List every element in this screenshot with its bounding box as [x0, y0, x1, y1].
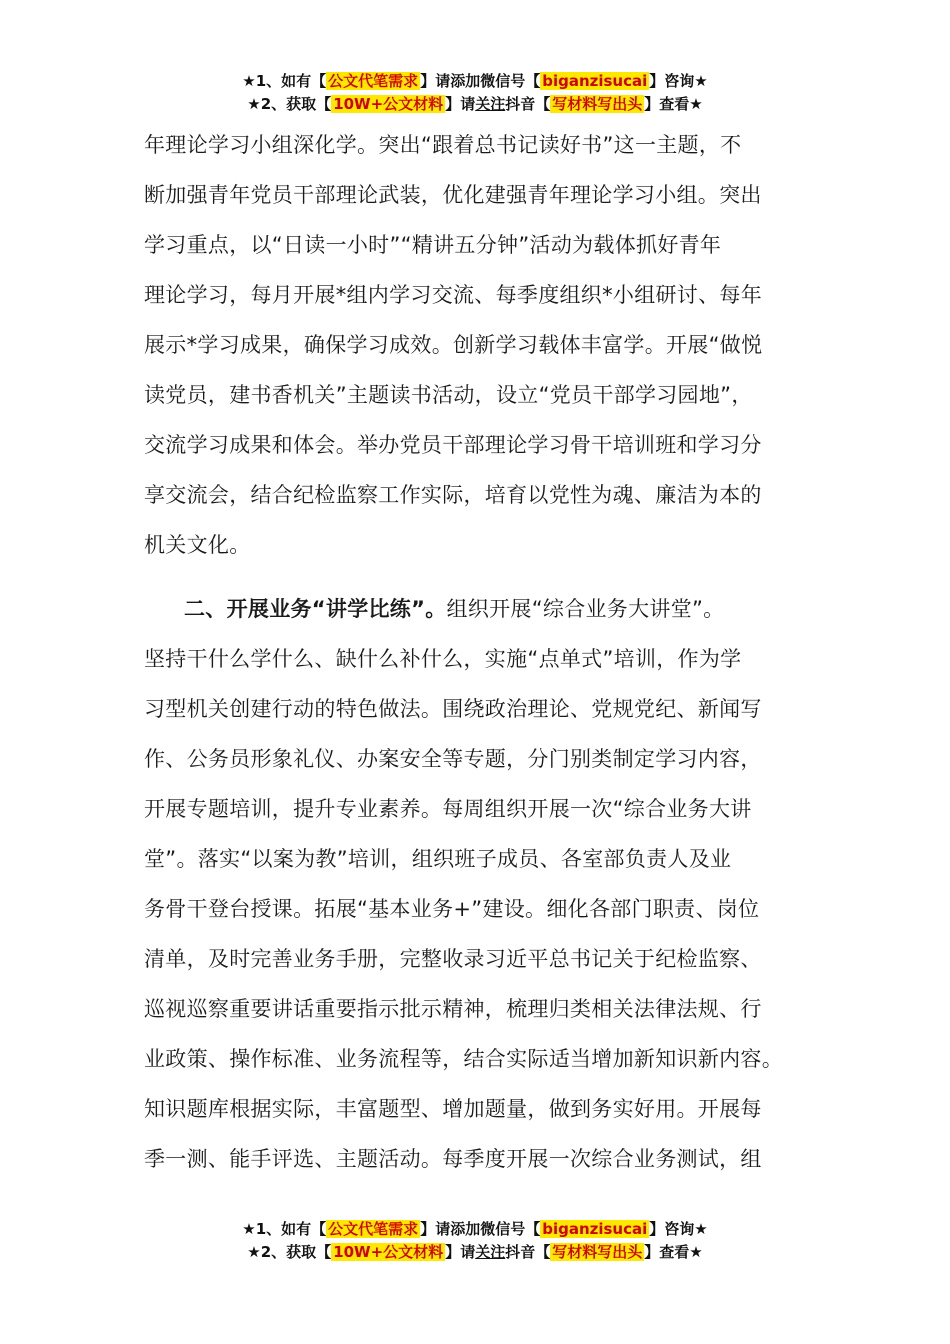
text-line: 季一测、能手评选、主题活动。每季度开展一次综合业务测试，组 [144, 1147, 762, 1171]
footer-line-1 [0, 1218, 950, 1241]
text-segment: 组织开展“综合业务大讲堂”。 [446, 597, 725, 621]
highlight-service: 公文代笔需求 [328, 72, 419, 90]
douyin-account: 写材料写出头 [552, 1243, 643, 1261]
header-line-1 [0, 70, 950, 93]
text-line: 业政策、操作标准、业务流程等，结合实际适当增加新知识新内容。 [144, 1047, 783, 1071]
banner-text: 】请添加微信号【 [420, 1220, 541, 1238]
document-body [144, 120, 834, 1184]
banner-text: 】请添加微信号【 [420, 72, 541, 90]
text-line: 展示*学习成果，确保学习成效。创新学习载体丰富学。开展“做悦 [144, 333, 763, 357]
banner-text: 】咨询★ [649, 1220, 708, 1238]
text-line: 坚持干什么学什么、缺什么补什么，实施“点单式”培训，作为学 [144, 647, 742, 671]
text-line: 机关文化。 [144, 533, 251, 557]
wechat-id: biganzisucai [542, 72, 648, 90]
text-line: 巡视巡察重要讲话重要指示批示精神，梳理归类相关法律法规、行 [144, 997, 762, 1021]
banner-text: 】查看★ [644, 1243, 703, 1261]
banner-text: ★2、获取【 [247, 95, 332, 113]
text-line: 知识题库根据实际，丰富题型、增加题量，做到务实好用。开展每 [144, 1097, 762, 1121]
banner-text: 抖音【 [505, 1243, 551, 1261]
highlight-materials: 10W+公文材料 [333, 1243, 444, 1261]
text-line: 享交流会，结合纪检监察工作实际，培育以党性为魂、廉洁为本的 [144, 483, 762, 507]
text-line: 学习重点，以“日读一小时”“精讲五分钟”活动为载体抓好青年 [144, 233, 722, 257]
header-line-2 [0, 93, 950, 116]
section-heading: 二、开展业务“讲学比练”。 [184, 597, 447, 621]
paragraph-1 [144, 120, 834, 570]
text-line: 开展专题培训，提升专业素养。每周组织开展一次“综合业务大讲 [144, 797, 752, 821]
paragraph-2-first-line [144, 584, 834, 634]
banner-follow: 关注 [475, 1243, 506, 1261]
banner-text: ★2、获取【 [247, 1243, 332, 1261]
banner-text: ★1、如有【 [242, 1220, 327, 1238]
text-line: 作、公务员形象礼仪、办案安全等专题，分门别类制定学习内容， [144, 747, 762, 771]
paragraph-2 [144, 584, 834, 1184]
text-line: 读党员，建书香机关”主题读书活动，设立“党员干部学习园地”， [144, 383, 753, 407]
banner-text: 】请 [445, 95, 476, 113]
footer-line-2 [0, 1241, 950, 1264]
text-line: 堂”。落实“以案为教”培训，组织班子成员、各室部负责人及业 [144, 847, 732, 871]
banner-text: 】请 [445, 1243, 476, 1261]
text-line: 务骨干登台授课。拓展“基本业务+”建设。细化各部门职责、岗位 [144, 897, 760, 921]
highlight-service: 公文代笔需求 [328, 1220, 419, 1238]
header-banner [0, 70, 950, 116]
footer-banner [0, 1218, 950, 1264]
text-line: 年理论学习小组深化学。突出“跟着总书记读好书”这一主题，不 [144, 133, 742, 157]
text-line: 理论学习，每月开展*组内学习交流、每季度组织*小组研讨、每年 [144, 283, 762, 307]
text-line: 清单，及时完善业务手册，完整收录习近平总书记关于纪检监察、 [144, 947, 762, 971]
banner-text: 】查看★ [644, 95, 703, 113]
douyin-account: 写材料写出头 [552, 95, 643, 113]
highlight-materials: 10W+公文材料 [333, 95, 444, 113]
banner-follow: 关注 [475, 95, 506, 113]
text-line: 习型机关创建行动的特色做法。围绕政治理论、党规党纪、新闻写 [144, 697, 762, 721]
text-line: 断加强青年党员干部理论武装，优化建强青年理论学习小组。突出 [144, 183, 762, 207]
wechat-id: biganzisucai [542, 1220, 648, 1238]
banner-text: 】咨询★ [649, 72, 708, 90]
banner-text: 抖音【 [505, 95, 551, 113]
text-line: 交流学习成果和体会。举办党员干部理论学习骨干培训班和学习分 [144, 433, 762, 457]
banner-text: ★1、如有【 [242, 72, 327, 90]
